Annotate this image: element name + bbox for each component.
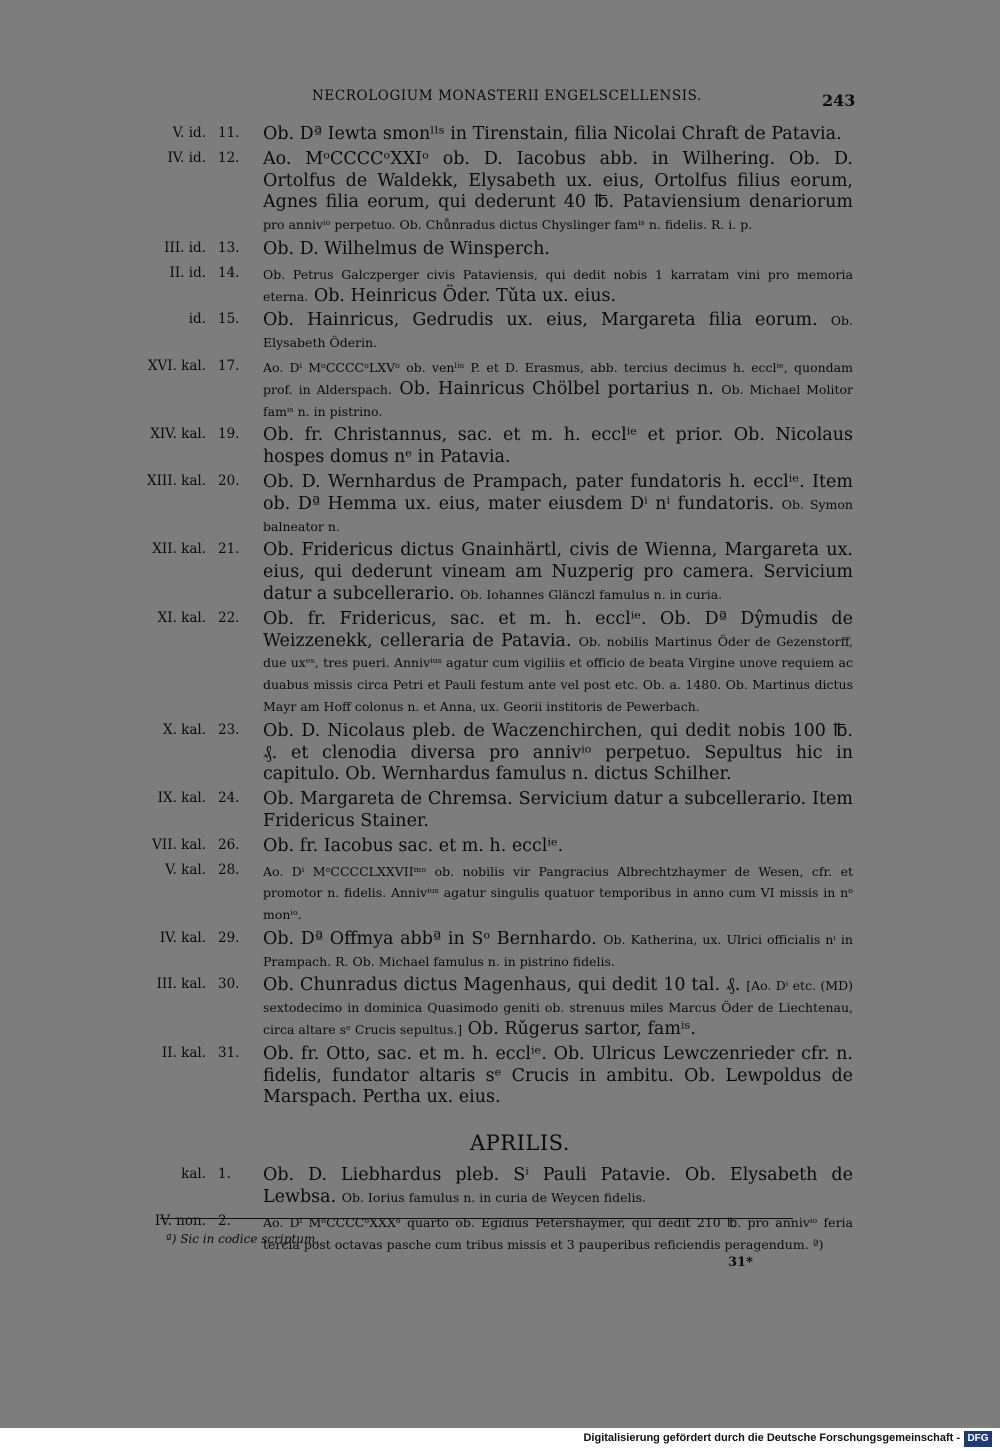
entry-date: X. kal.: [162, 721, 206, 738]
entry-main-text: Ob. Fridericus dictus Gnainhärtl, civis de Wienna, Margareta ux. eius, qui dederunt vineam am Nuzperig pro camera. Servicium datur a subcellerario.: [263, 540, 853, 604]
entry-text: [263, 149, 853, 236]
necrology-entry: [0, 1165, 1000, 1209]
entry-small-text: Ob. Iorius famulus n. in curia de Weycen fidelis.: [341, 1190, 646, 1206]
entry-main-text: Ob. fr. Christannus, sac. et m. h. ecclⁱᵉ et prior. Ob. Nicolaus hospes domus nᵉ in Patavia.: [263, 425, 853, 468]
entry-day: 19.: [218, 426, 240, 443]
entry-date: XIII. kal.: [146, 472, 206, 489]
necrology-entry: [0, 929, 1000, 973]
entry-date: II. kal.: [161, 1044, 206, 1061]
necrology-entry: [0, 836, 1000, 858]
entry-text: [263, 124, 853, 146]
entry-day: 29.: [218, 929, 240, 946]
footnote-rule: [160, 1218, 793, 1219]
entry-main-text: Ob. D. Wernhardus de Prampach, pater fundatoris h. ecclⁱᵉ. Item ob. Dª Hemma ux. eius, mater eiusdem Dⁱ nⁱ fundatoris.: [263, 471, 853, 514]
signature-mark: 31*: [728, 1255, 753, 1270]
entry-date: II. id.: [169, 264, 206, 281]
entry-main-text: Ob. Chunradus dictus Magenhaus, qui dedit 10 tal. ₰.: [263, 975, 741, 996]
entry-day: 12.: [218, 149, 240, 166]
entry-day: 1.: [218, 1166, 231, 1183]
entry-main-text: Ob. Heinricus Öder. Tǔta ux. eius.: [313, 285, 617, 306]
entry-day: 26.: [218, 836, 240, 853]
entry-small-text: [Ao. Dⁱ etc. (MD) sextodecimo in dominica Quasimodo geniti ob. strenuus miles Marcus Öder de Liechtenau, circa altare sᵉ Crucis sepultus.]: [263, 978, 853, 1038]
necrology-entry: [0, 357, 1000, 422]
entry-date: III. id.: [164, 239, 206, 256]
entry-date: IV. id.: [167, 149, 206, 166]
entry-main-text: Ob. fr. Otto, sac. et m. h. ecclⁱᵉ. Ob. Ulricus Lewczenrieder cfr. n. fidelis, fundator altaris sᵉ Crucis in ambitu. Ob. Lewpoldus de Marspach. Pertha ux. eius.: [263, 1043, 853, 1108]
entry-text: [263, 1044, 853, 1109]
entry-day: 21.: [218, 541, 240, 558]
entry-small-text: Ob. Michael Molitor famⁱˢ n. in pistrino.: [263, 381, 853, 419]
entry-date: XI. kal.: [157, 609, 206, 626]
entry-text: [263, 540, 853, 605]
entry-date: XIV. kal.: [150, 426, 206, 443]
entry-small-text: Ob. Katherina, ux. Ulrici officialis nⁱ in Prampach. R. Ob. Michael famulus n. in pistrino fidelis.: [263, 931, 853, 969]
entry-main-text: Ob. fr. Iacobus sac. et m. h. ecclⁱᵉ.: [263, 835, 564, 856]
necrology-entry: [0, 1044, 1000, 1109]
entry-text: [263, 609, 853, 718]
entry-main-text: Ob. D. Nicolaus pleb. de Waczenchirchen, qui dedit nobis 100 ℔. ₰. et clenodia diversa pro annivⁱᵒ perpetuo. Sepultus hic in capitulo. Ob. Wernhardus famulus n. dictus Schilher.: [263, 720, 853, 785]
necrology-entry: [0, 425, 1000, 469]
entry-text: [263, 357, 853, 422]
entry-main-text: Ob. Hainricus Chölbel portarius n.: [399, 378, 714, 399]
entry-text: [263, 861, 853, 926]
entry-text: [263, 789, 853, 833]
entry-main-text: Ao. MᵒCCCCᵒXXIᵒ ob. D. Iacobus abb. in Wilhering. Ob. D. Ortolfus de Waldekk, Elysabeth ux. eius, Ortolfus filius eorum, Agnes filia eorum, qui dederunt 40 ℔. Pataviensium denariorum: [263, 148, 853, 213]
necrology-entry: [0, 789, 1000, 833]
entry-main-text: Ob. D. Wilhelmus de Winsperch.: [263, 238, 550, 259]
necrology-entry: [0, 149, 1000, 236]
necrology-entry: [0, 861, 1000, 926]
section-title-aprilis: APRILIS.: [470, 1131, 570, 1156]
entry-text: [263, 472, 853, 537]
entry-text: [263, 425, 853, 469]
entry-small-text: pro annivⁱᵒ perpetuo. Ob. Chůnradus dictus Chyslinger famⁱˢ n. fidelis. R. i. p.: [263, 217, 753, 233]
entry-day: 14.: [218, 264, 240, 281]
footnote: ª) Sic in codice scriptum.: [166, 1232, 320, 1246]
page-number: 243: [822, 91, 856, 110]
entry-main-text: Ob. Dª Iewta smonˡˡˢ in Tirenstain, filia Nicolai Chraft de Patavia.: [263, 124, 842, 144]
entry-date: kal.: [181, 1166, 206, 1183]
entry-main-text: Ob. Hainricus, Gedrudis ux. eius, Margareta filia eorum.: [263, 310, 818, 331]
necrology-entry: [0, 239, 1000, 261]
entries-list: [0, 124, 1000, 1258]
entry-small-text: Ao. Dⁱ MᵒCCCCᵒXXXᵒ quarto ob. Egidius Petershaymer, qui dedit 210 ℔. pro annivⁱᵒ feria tercia post octavas pasche cum tribus missis et 3 pauperibus reficiendis peragendum. ª): [263, 1214, 853, 1252]
entry-small-text: Ao. Dⁱ MᵒCCCCᵒLXVᵒ ob. venˡⁱˢ P. et D. Erasmus, abb. tercius decimus h. ecclⁱᵉ, quondam prof. in Alderspach.: [263, 359, 853, 397]
entry-text: [263, 310, 853, 354]
entry-day: 2.: [218, 1212, 231, 1229]
entry-date: V. id.: [172, 125, 206, 141]
necrology-entry: [0, 472, 1000, 537]
dfg-logo[interactable]: DFG: [964, 1431, 992, 1447]
entry-text: [263, 239, 853, 261]
necrology-entry: [0, 540, 1000, 605]
funding-text: Digitalisierung gefördert durch die Deutsche Forschungsgemeinschaft -: [583, 1432, 960, 1444]
entry-text: [263, 1165, 853, 1209]
running-title: NECROLOGIUM MONASTERII ENGELSCELLENSIS.: [312, 88, 702, 104]
entry-date: XVI. kal.: [147, 357, 206, 374]
entry-text: [263, 264, 853, 308]
entry-day: 31.: [218, 1044, 240, 1061]
page-header: [0, 88, 1000, 112]
entry-day: 28.: [218, 861, 240, 878]
entry-main-text: Ob. fr. Fridericus, sac. et m. h. ecclⁱᵉ. Ob. Dª Dŷmudis de Weizzenekk, celleraria de Patavia.: [263, 608, 853, 651]
entry-day: 11.: [218, 125, 240, 141]
entry-small-text: Ao. Dⁱ MᵒCCCCLXXVIIᵐᵒ ob. nobilis vir Pangracius Albrechtzhaymer de Wesen, cfr. et promotor n. fidelis. Annivⁱᵘˢ agatur singulis quatuor temporibus in anno cum VI missis in nᵒ monⁱᵒ.: [263, 863, 853, 923]
entry-date: IV. non.: [154, 1212, 206, 1229]
entry-date: V. kal.: [165, 861, 206, 878]
entry-small-text: Ob. Symon balneator n.: [263, 496, 853, 534]
necrology-entry: [0, 609, 1000, 718]
necrology-entry: [0, 721, 1000, 786]
entry-text: [263, 975, 853, 1040]
entry-day: 15.: [218, 311, 240, 328]
entry-date: IV. kal.: [159, 929, 206, 946]
entry-small-text: Ob. Iohannes Glänczl famulus n. in curia.: [460, 586, 723, 602]
entry-day: 24.: [218, 790, 240, 807]
entry-date: III. kal.: [156, 976, 206, 993]
entry-day: 20.: [218, 472, 240, 489]
entry-small-text: Ob. Elysabeth Öderin.: [263, 313, 853, 351]
necrology-entry: [0, 264, 1000, 308]
entry-date: IX. kal.: [157, 790, 206, 807]
necrology-entry: [0, 310, 1000, 354]
entry-date: VII. kal.: [152, 836, 206, 853]
entry-main-text: Ob. D. Liebhardus pleb. Sⁱ Pauli Patavie. Ob. Elysabeth de Lewbsa.: [263, 1165, 853, 1208]
funding-bar: [0, 1428, 1000, 1451]
entry-date: id.: [188, 311, 206, 328]
necrology-entry: [0, 124, 1000, 146]
entry-day: 17.: [218, 357, 240, 374]
entry-main-text: Ob. Dª Offmya abbª in Sᵒ Bernhardo.: [263, 928, 597, 949]
entry-day: 23.: [218, 721, 240, 738]
entry-date: XII. kal.: [152, 541, 206, 558]
entry-small-text: Ob. Petrus Galczperger civis Pataviensis, qui dedit nobis 1 karratam vini pro memoria eterna.: [263, 266, 853, 304]
entry-day: 30.: [218, 976, 240, 993]
necrology-entry: [0, 975, 1000, 1040]
entry-text: [263, 929, 853, 973]
entry-day: 22.: [218, 609, 240, 626]
entry-main-text: Ob. Rǔgerus sartor, famⁱˢ.: [467, 1019, 696, 1040]
entry-day: 13.: [218, 239, 240, 256]
entry-main-text: Ob. Margareta de Chremsa. Servicium datur a subcellerario. Item Fridericus Stainer.: [263, 789, 853, 831]
entry-text: [263, 836, 853, 858]
entry-text: [263, 721, 853, 786]
entry-small-text: Ob. nobilis Martinus Öder de Gezenstorff, due uxᵉˢ, tres pueri. Annivⁱᵘˢ agatur cum vigiliis et officio de beata Virgine unove requiem ac duabus missis circa Petri et Pauli festum ante vel post etc. Ob. a. 1480. Ob. Martinus dictus Mayr am Hoff colonus n. et Anna, ux. Georii institoris de Pewerbach.: [263, 633, 853, 714]
